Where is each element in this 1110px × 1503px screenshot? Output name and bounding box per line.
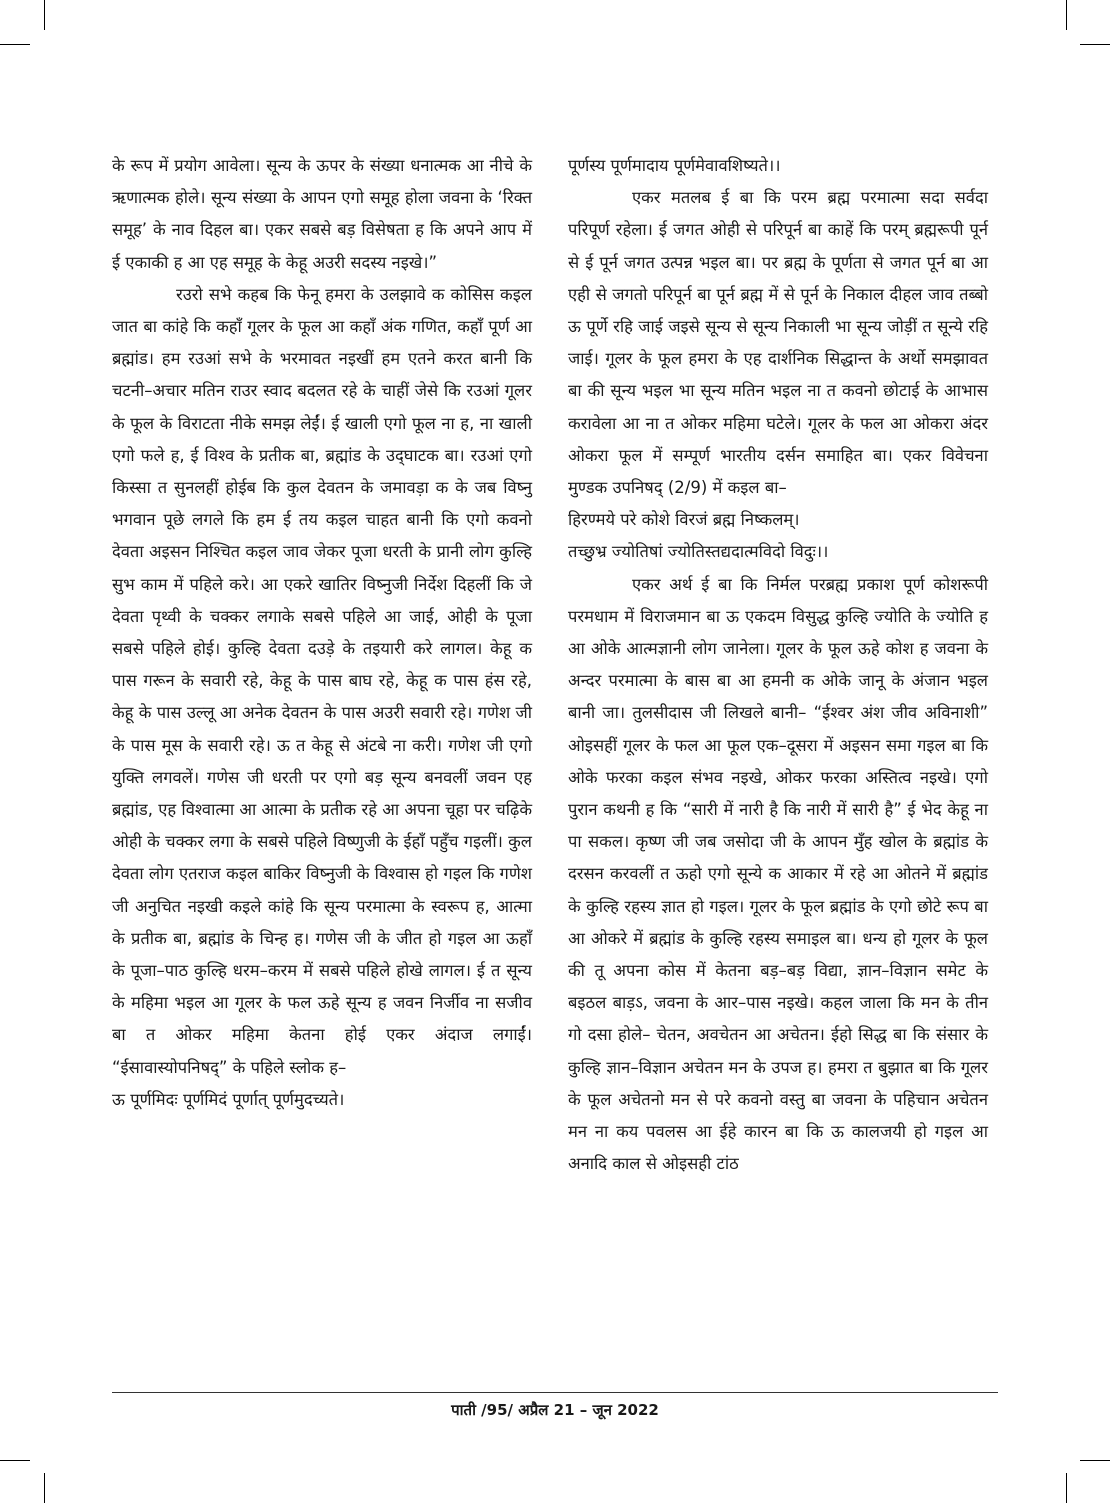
right-verse-line-3: तच्छुभ्र ज्योतिषां ज्योतिस्तद्यदात्मविदो विदुः।। xyxy=(568,542,829,562)
left-paragraph-1: के रूप में प्रयोग आवेला। सून्य के ऊपर के संख्या धनात्मक आ नीचे के ऋणात्मक होले। सून्य संख्या के आपन एगो समूह होला जवना के ‘रिक्त समूह’ के नाव दिहल बा। एकर सबसे बड़ विसेषता ह कि अपने आप में ई एकाकी ह आ एह समूह के केहू अउरी सदस्य नइखे।” xyxy=(112,156,532,272)
right-verse-line-2: हिरण्मये परे कोशे विरजं ब्रह्म निष्कलम्। xyxy=(568,510,800,530)
right-paragraph-2: एकर अर्थ ई बा कि निर्मल परब्रह्म प्रकाश पूर्ण कोशरूपी परमधाम में विराजमान बा ऊ एकदम विसुद्ध कुल्हि ज्योति के ज्योति ह आ ओके आत्मज्ञानी लोग जानेला। गूलर के फूल ऊहे कोश ह जवना के अन्दर परमात्मा के बास बा आ हमनी क ओके जानू के अंजान भइल बानी जा। तुलसीदास जी लिखले बानी– “ईश्वर अंश जीव अविनाशी” ओइसहीं गूलर के फल आ फूल एक–दूसरा में अइसन समा गइल बा कि ओके फरका कइल संभव नइखे, ओकर फरका अस्तित्व नइखे। एगो पुरान कथनी ह कि “सारी में नारी है कि नारी में सारी है” ई भेद केहू ना पा सकल। कृष्ण जी जब जसोदा जी के आपन मुँह खोल के ब्रह्मांड के दरसन करवलीं त ऊहो एगो सून्ये क आकार में रहे आ ओतने में ब्रह्मांड के कुल्हि रहस्य ज्ञात हो गइल। गूलर के फूल ब्रह्मांड के एगो छोटे रूप बा आ ओकरे में ब्रह्मांड के कुल्हि रहस्य समाइल बा। धन्य हो गूलर के फूल की तू अपना कोस में केतना बड़–बड़ विद्या, ज्ञान–विज्ञान समेट के बइठल बाड़ऽ, जवना के आर–पास नइखे। कहल जाला कि मन के तीन गो दसा होले– चेतन, अवचेतन आ अचेतन। ईहो सिद्ध बा कि संसार के कुल्हि ज्ञान–विज्ञान अचेतन मन के उपज ह। हमरा त बुझात बा कि गूलर के फूल अचेतनो मन से परे कवनो वस्तु बा जवना के पहिचान अचेतन मन ना कय पवलस आ ईहे कारन बा कि ऊ कालजयी हो गइल आ अनादि काल से ओइसही टांठ xyxy=(568,574,988,1174)
left-paragraph-2: रउरो सभे कहब कि फेनू हमरा के उलझावे क कोसिस कइल जात बा कांहे कि कहाँ गूलर के फूल आ कहाँ अंक गणित, कहाँ पूर्ण आ ब्रह्मांड। हम रउआं सभे के भरमावत नइखीं हम एतने करत बानी कि चटनी–अचार मतिन राउर स्वाद बदलत रहे के चाहीं जेसे कि रउआं गूलर के फूल के विराटता नीके समझ लेईं। ई खाली एगो फूल ना ह, ना खाली एगो फले ह, ई विश्व के प्रतीक बा, ब्रह्मांड के उद्‌घाटक बा। रउआं एगो किस्सा त सुनलहीं होईब कि कुल देवतन के जमावड़ा क के जब विष्नु भगवान पूछे लगले कि हम ई तय कइल चाहत बानी कि एगो कवनो देवता अइसन निश्चित कइल जाव जेकर पूजा धरती के प्रानी लोग कुल्हि सुभ काम में पहिले करे। आ एकरे खातिर विष्नुजी निर्देश दिहलीं कि जे देवता पृथ्वी के चक्कर लगाके सबसे पहिले आ जाई, ओही के पूजा सबसे पहिले होई। कुल्हि देवता दउड़े के तइयारी करे लागल। केहू क पास गरून के सवारी रहे, केहू के पास बाघ रहे, केहू क पास हंस रहे, केहू के पास उल्लू आ अनेक देवतन के पास अउरी सवारी रहे। गणेश जी के पास मूस के सवारी रहे। ऊ त केहू से अंटबे ना करी। गणेश जी एगो युक्ति लगवलें। गणेस जी धरती पर एगो बड़ सून्य बनवलीं जवन एह ब्रह्मांड, एह विश्वात्मा आ आत्मा के प्रतीक रहे आ अपना चूहा पर चढ़िके ओही के चक्कर लगा के सबसे पहिले विष्णुजी के ईहाँ पहुँच गइलीं। कुल देवता लोग एतराज कइल बाकिर विष्नुजी के विश्वास हो गइल कि गणेश जी अनुचित नइखी कइले कांहे कि सून्य परमात्मा के स्वरूप ह, आत्मा के प्रतीक बा, ब्रह्मांड के चिन्ह ह। गणेस जी के जीत हो गइल आ ऊहाँ के पूजा–पाठ कुल्हि धरम–करम में सबसे पहिले होखे लागल। ई त सून्य के महिमा भइल आ गूलर के फल ऊहे सून्य ह जवन निर्जीव ना सजीव बा त ओकर महिमा केतना होई एकर अंदाज लगाईं। “ईसावास्योपनिषद्” के पहिले स्लोक ह– xyxy=(112,284,532,1077)
crop-mark xyxy=(1066,0,1067,30)
crop-mark xyxy=(44,1473,45,1503)
crop-mark xyxy=(1080,44,1110,45)
footer-rule xyxy=(112,1392,998,1393)
crop-mark xyxy=(1080,1460,1110,1461)
right-verse-line-1: पूर्णस्य पूर्णमादाय पूर्णमेवावशिष्यते।। xyxy=(568,156,781,175)
crop-mark xyxy=(1066,1473,1067,1503)
crop-mark xyxy=(0,44,30,45)
right-paragraph-1: एकर मतलब ई बा कि परम ब्रह्म परमात्मा सदा सर्वदा परिपूर्ण रहेला। ई जगत ओही से परिपूर्न बा काहें कि परम् ब्रह्मरूपी पूर्न से ई पूर्न जगत उत्पन्न भइल बा। पर ब्रह्म के पूर्णता से जगत पूर्न बा आ एही से जगतो परिपूर्न बा पूर्न ब्रह्म में से पूर्न के निकाल दीहल जाव तब्बो ऊ पूर्णे रहि जाई जइसे सून्य से सून्य निकाली भा सून्य जोड़ीं त सून्ये रहि जाई। गूलर के फूल हमरा के एह दार्शनिक सिद्धान्त के अर्थो समझावत बा की सून्य भइल भा सून्य मतिन भइल ना त कवनो छोटाई के आभास करावेला आ ना त ओकर महिमा घटेले। गूलर के फल आ ओकरा अंदर ओकरा फूल में सम्पूर्ण भारतीय दर्सन समाहित बा। एकर विवेचना मुण्डक उपनिषद् (2/9) में कइल बा– xyxy=(568,188,988,498)
right-column xyxy=(568,150,988,1181)
left-verse-line: ऊ पूर्णमिदः पूर्णमिदं पूर्णात् पूर्णमुदच्यते। xyxy=(112,1089,345,1109)
left-column xyxy=(112,150,532,1116)
page-footer: पाती /95/ अप्रैल 21 – जून 2022 xyxy=(451,1401,659,1419)
crop-mark xyxy=(44,0,45,30)
crop-mark xyxy=(0,1460,30,1461)
